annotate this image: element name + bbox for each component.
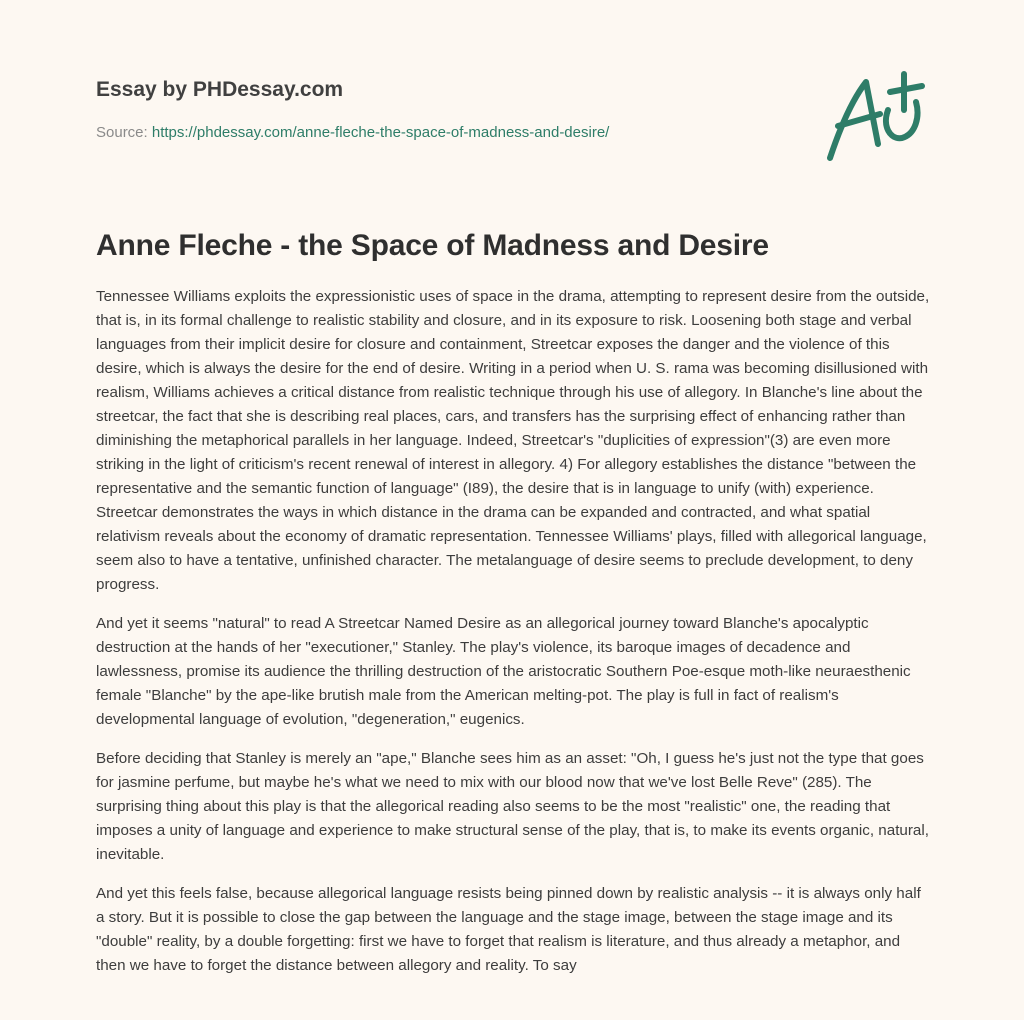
essay-body — [96, 285, 932, 993]
a-plus-grade-icon — [820, 66, 932, 166]
paragraph: And yet it seems "natural" to read A Streetcar Named Desire as an allegorical journey toward Blanche's apocalyptic destruction at the hands of her "executioner," Stanley. The play's violence, its baroque images of decadence and lawlessness, promise its audience the thrilling destruction of the aristocratic Southern Poe-esque moth-like neuraesthenic female "Blanche" by the ape-like brutish male from the American melting-pot. The play is full in fact of realism's developmental language of evolution, "degeneration," eugenics. — [96, 615, 911, 728]
paragraph: Tennessee Williams exploits the expressionistic uses of space in the drama, attempting to represent desire from the outside, that is, in its formal challenge to realistic stability and closure, and in its exposure to risk. Loosening both stage and verbal languages from their implicit desire for closure and containment, Streetcar exposes the danger and the violence of this desire, which is always the desire for the end of desire. Writing in a period when U. S. rama was becoming disillusioned with realism, Williams achieves a critical distance from realistic technique through his use of allegory. In Blanche's line about the streetcar, the fact that she is describing real places, cars, and transfers has the surprising effect of enhancing rather than diminishing the metaphorical parallels in her language. Indeed, Streetcar's "duplicities of expression"(3) are even more striking in the light of criticism's recent renewal of interest in allegory. 4) For allegory establishes the distance "between the representative and the semantic function of language" (I89), the desire that is in language to unify (with) experience. Streetcar demonstrates the ways in which distance in the drama can be expanded and contracted, and what spatial relativism reveals about the economy of dramatic representation. Tennessee Williams' plays, filled with allegorical language, seem also to have a tentative, unfinished character. The metalanguage of desire seems to preclude development, to deny progress. — [96, 288, 930, 593]
source-line — [96, 123, 756, 143]
paragraph: And yet this feels false, because allegorical language resists being pinned down by realistic analysis -- it is always only half a story. But it is possible to close the gap between the language and the stage image, between the stage image and its "double" reality, by a double forgetting: first we have to forget that realism is literature, and thus already a metaphor, and then we have to forget the distance between allegory and reality. To say — [96, 885, 921, 974]
site-header — [96, 74, 756, 143]
source-link[interactable]: https://phdessay.com/anne-fleche-the-space-of-madness-and-desire/ — [151, 124, 610, 141]
essay-title: Anne Fleche - the Space of Madness and Desire — [96, 229, 769, 262]
site-brand: Essay by PHDessay.com — [96, 78, 344, 101]
paragraph: Before deciding that Stanley is merely an "ape," Blanche sees him as an asset: "Oh, I guess he's just not the type that goes for jasmine perfume, but maybe he's what we need to mix with our blood now that we've lost Belle Reve" (285). The surprising thing about this play is that the allegorical reading also seems to be the most "realistic" one, the reading that imposes a unity of language and experience to make structural sense of the play, that is, to make its events organic, natural, inevitable. — [96, 750, 929, 863]
source-label: Source: — [96, 124, 152, 141]
